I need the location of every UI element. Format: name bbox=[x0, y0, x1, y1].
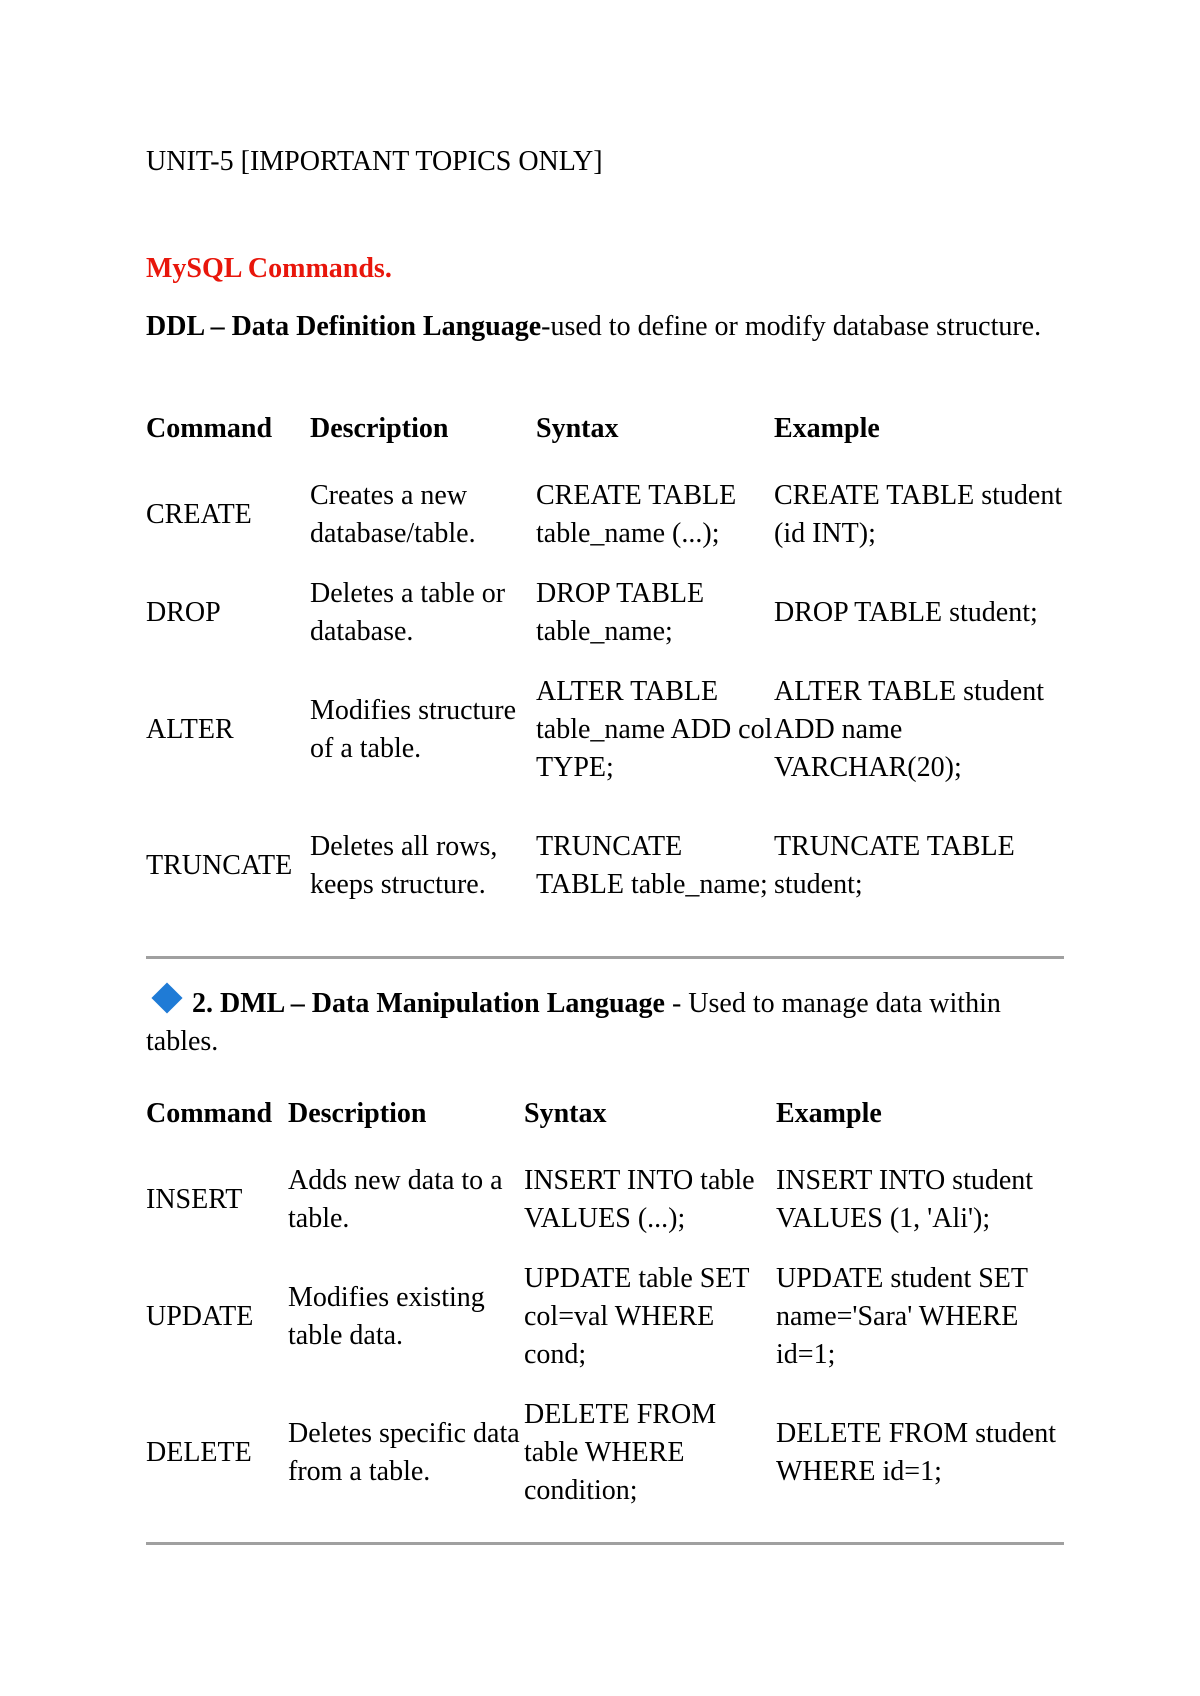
syntax-cell: CREATE TABLE table_name (...); bbox=[536, 480, 737, 549]
syntax-cell: DROP TABLE table_name; bbox=[536, 578, 705, 647]
ddl-header-example: Example bbox=[774, 413, 880, 444]
command-cell: UPDATE bbox=[146, 1301, 254, 1332]
example-cell: INSERT INTO student VALUES (1, 'Ali'); bbox=[776, 1165, 1034, 1234]
example-cell: DELETE FROM student WHERE id=1; bbox=[776, 1418, 1056, 1487]
command-cell: TRUNCATE bbox=[146, 850, 293, 881]
command-cell: ALTER bbox=[146, 714, 234, 745]
table-row bbox=[146, 1151, 1066, 1249]
table-row bbox=[146, 662, 1064, 798]
syntax-cell: ALTER TABLE table_name ADD col TYPE; bbox=[536, 676, 773, 783]
ddl-intro bbox=[146, 308, 1056, 346]
ddl-table bbox=[146, 404, 1064, 934]
ddl-header-row bbox=[146, 404, 1064, 466]
blue-diamond-icon bbox=[151, 982, 182, 1013]
syntax-cell: DELETE FROM table WHERE condition; bbox=[524, 1399, 717, 1506]
example-cell: UPDATE student SET name='Sara' WHERE id=1; bbox=[776, 1263, 1028, 1370]
ddl-title: DDL – Data Definition Language bbox=[146, 311, 542, 342]
example-cell: TRUNCATE TABLE student; bbox=[774, 831, 1015, 900]
command-cell: DROP bbox=[146, 597, 221, 628]
ddl-header-description: Description bbox=[310, 413, 449, 444]
dml-title: 2. DML – Data Manipulation Language bbox=[192, 988, 665, 1019]
syntax-cell: TRUNCATE TABLE table_name; bbox=[536, 831, 768, 900]
dml-table bbox=[146, 1089, 1066, 1521]
dml-header-syntax: Syntax bbox=[524, 1098, 607, 1129]
unit-title: UNIT-5 [IMPORTANT TOPICS ONLY] bbox=[146, 146, 603, 177]
dml-header-row bbox=[146, 1089, 1066, 1151]
ddl-header-command: Command bbox=[146, 413, 273, 444]
syntax-cell: INSERT INTO table VALUES (...); bbox=[524, 1165, 755, 1234]
description-cell: Adds new data to a table. bbox=[288, 1165, 503, 1234]
dml-header-description: Description bbox=[288, 1098, 427, 1129]
dml-description: - Used to manage data within tables. bbox=[146, 988, 1001, 1057]
table-row bbox=[146, 564, 1064, 662]
ddl-description: -used to define or modify database structure. bbox=[541, 311, 1042, 342]
dml-header-command: Command bbox=[146, 1098, 273, 1129]
ddl-header-syntax: Syntax bbox=[536, 413, 619, 444]
table-row bbox=[146, 466, 1064, 564]
example-cell: CREATE TABLE student (id INT); bbox=[774, 480, 1063, 549]
description-cell: Modifies structure of a table. bbox=[310, 695, 517, 764]
description-cell: Deletes all rows, keeps structure. bbox=[310, 831, 498, 900]
command-cell: DELETE bbox=[146, 1437, 252, 1468]
table-row bbox=[146, 1385, 1066, 1521]
command-cell: INSERT bbox=[146, 1184, 243, 1215]
horizontal-rule bbox=[146, 956, 1064, 959]
syntax-cell: UPDATE table SET col=val WHERE cond; bbox=[524, 1263, 750, 1370]
table-row bbox=[146, 1249, 1066, 1385]
dml-intro bbox=[146, 985, 1056, 1061]
horizontal-rule bbox=[146, 1542, 1064, 1545]
description-cell: Creates a new database/table. bbox=[310, 480, 476, 549]
description-cell: Deletes specific data from a table. bbox=[288, 1418, 520, 1487]
section-heading: MySQL Commands. bbox=[146, 253, 392, 284]
command-cell: CREATE bbox=[146, 499, 252, 530]
example-cell: ALTER TABLE student ADD name VARCHAR(20); bbox=[774, 676, 1044, 783]
table-row bbox=[146, 798, 1064, 934]
example-cell: DROP TABLE student; bbox=[774, 597, 1038, 628]
description-cell: Deletes a table or database. bbox=[310, 578, 506, 647]
dml-header-example: Example bbox=[776, 1098, 882, 1129]
description-cell: Modifies existing table data. bbox=[288, 1282, 485, 1351]
